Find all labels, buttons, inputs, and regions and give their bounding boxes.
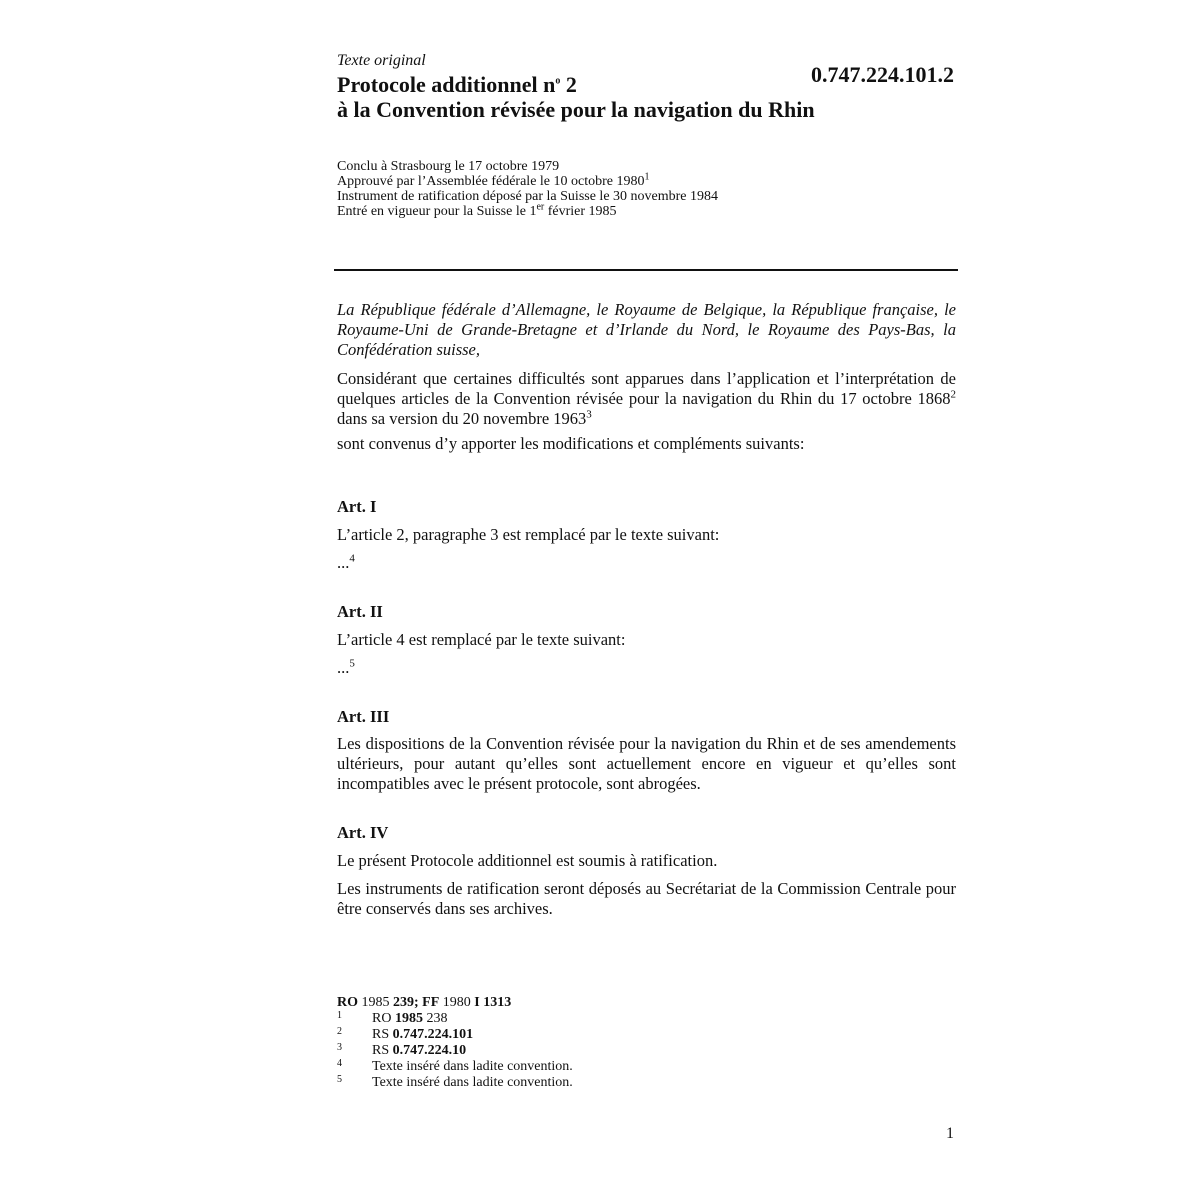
footnote-item: 4 Texte inséré dans ladite convention. <box>337 1058 573 1074</box>
document-title <box>337 72 815 122</box>
page-number: 1 <box>946 1125 954 1142</box>
article-text: L’article 4 est remplacé par le texte suivant: <box>337 630 626 649</box>
header-divider <box>334 269 958 271</box>
original-text-label: Texte original <box>337 52 426 69</box>
document-meta <box>337 159 718 219</box>
title-line-2: à la Convention révisée pour la navigation du Rhin <box>337 97 815 122</box>
article-text: L’article 2, paragraphe 3 est remplacé par le texte suivant: <box>337 525 720 544</box>
article-heading: Art. I <box>337 497 377 516</box>
article-heading: Art. III <box>337 707 390 726</box>
footnote-item: 2 RS 0.747.224.101 <box>337 1026 474 1042</box>
title-line-1: Protocole additionnel $n^o$ 2 <box>337 72 577 97</box>
article-text: Le présent Protocole additionnel est soumis à ratification. <box>337 851 718 870</box>
preamble-agreement: sont convenus d’y apporter les modifications et compléments suivants: <box>337 434 805 453</box>
footnote-item: 3 RS 0.747.224.10 <box>337 1042 467 1058</box>
article-ellipsis: ...$^4$ <box>337 552 355 572</box>
meta-entry-into-force: Entré en vigueur pour la Suisse le 1er février 1985 <box>337 201 617 219</box>
footnote-item: 1 RO 1985 238 <box>337 1010 448 1026</box>
meta-approved: Approuvé par l’Assemblée fédérale le 10 octobre 1980$^1$ <box>337 171 650 189</box>
article-text: Les dispositions de la Convention révisée pour la navigation du Rhin et de ses amendements ultérieurs, pour autant qu’elles sont actuellement encore en vigueur et qu’elles sont incompatibles avec le présent protocole, sont abrogées. <box>337 734 956 793</box>
footnotes <box>337 995 573 1091</box>
article-ellipsis: ...$^5$ <box>337 657 355 677</box>
meta-concluded: Conclu à Strasbourg le 17 octobre 1979 <box>337 159 560 174</box>
article-heading: Art. II <box>337 602 383 621</box>
preamble-parties: La République fédérale d’Allemagne, le Royaume de Belgique, la République française, le Royaume-Uni de Grande-Bretagne et d’Irlande du Nord, le Royaume des Pays-Bas, la Confédération suisse, <box>337 300 956 359</box>
source-reference: RO 1985 239; FF 1980 I 1313 <box>337 995 512 1010</box>
meta-ratification: Instrument de ratification déposé par la Suisse le 30 novembre 1984 <box>337 189 719 204</box>
sr-number: 0.747.224.101.2 <box>811 62 954 87</box>
footnote-item: 5 Texte inséré dans ladite convention. <box>337 1074 573 1090</box>
article-text: Les instruments de ratification seront déposés au Secrétariat de la Commission Centrale pour être conservés dans ses archives. <box>337 879 956 918</box>
preamble-considerant: Considérant que certaines difficultés sont apparues dans l’application et l’interprétation de quelques articles de la Convention révisée pour la navigation du Rhin du 17 octobre 1868$^2$ dans sa version du 20 novembre 1963$^3$ <box>337 369 956 428</box>
article-heading: Art. IV <box>337 823 389 842</box>
